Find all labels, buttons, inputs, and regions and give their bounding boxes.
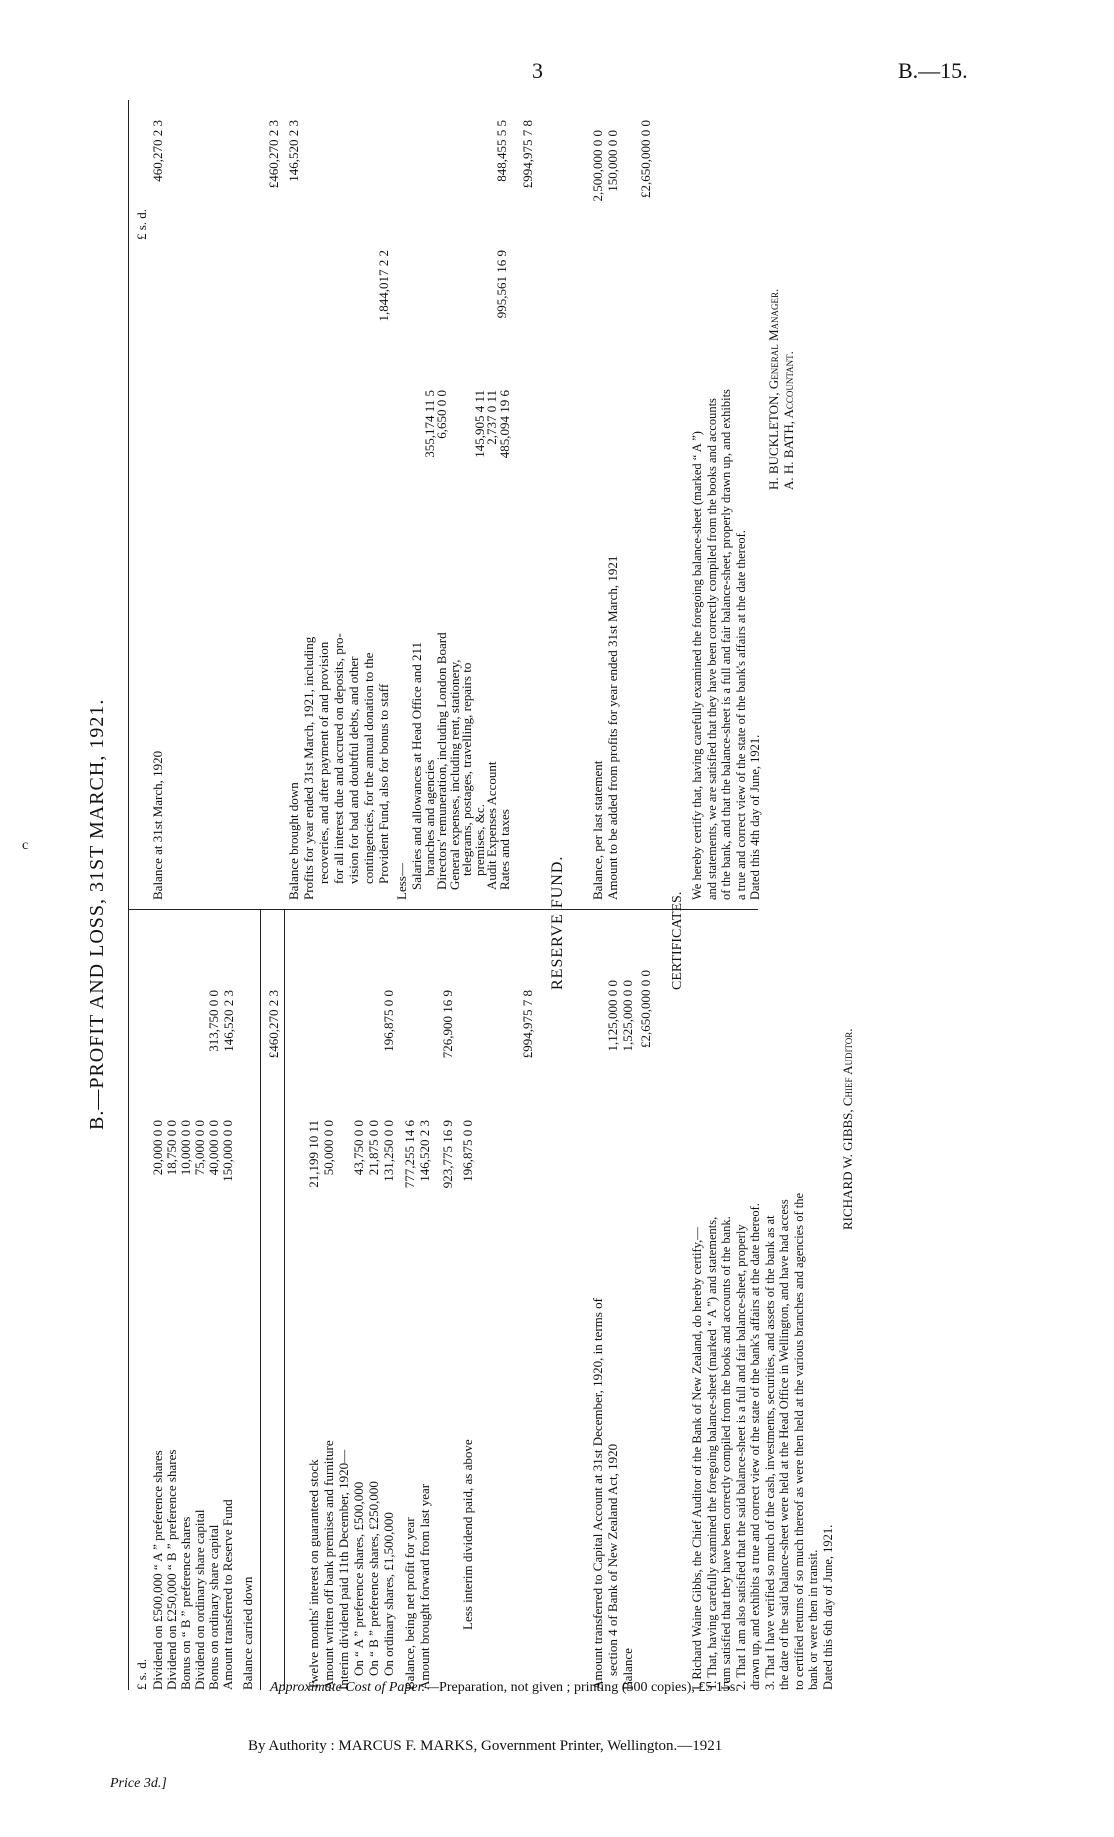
expense-row-label: Audit Expenses Account	[484, 761, 499, 890]
reserve-left-row-amount: 1,525,000 0 0	[620, 980, 635, 1052]
footer-cost-rest: —Preparation, not given ; printing (500 copies), £5 15s.	[425, 1680, 739, 1695]
expense-row-amount: 6,650 0 0	[434, 390, 449, 439]
cert-left-line: drawn up, and exhibits a true and correct view of the state of the bank's affairs at the date thereof.	[748, 1203, 762, 1690]
reserve-left-row-label: Amount transferred to Capital Account at 31st December, 1920, in terms of	[590, 1298, 605, 1690]
cert-right-line: a true and correct view of the state of the bank's affairs at the date thereof.	[733, 530, 748, 900]
right-amt-1: 460,270 2 3	[150, 120, 165, 182]
reserve-right-row-label: Amount to be added from profits for year ended 31st March, 1921	[605, 555, 620, 900]
right-total-1: £460,270 2 3	[266, 120, 281, 189]
cert-right-line: of the bank, and that the balance-sheet is a full and fair balance-sheet, properly drawn up, and exhibits	[719, 389, 733, 900]
expense-row-label: General expenses, including rent, stationery,	[446, 659, 462, 890]
reserve-right-row-amount: 2,500,000 0 0	[590, 130, 605, 202]
profits-line: Balance brought down	[286, 782, 301, 900]
expense-row-amount: 485,094 19 6	[496, 390, 512, 459]
page-reference: B.—15.	[898, 58, 968, 83]
expense-row-amount: 2,737 0 11	[484, 390, 499, 445]
right-848: 848,455 5 5	[494, 120, 509, 182]
dividend-row-amount: 18,750 0 0	[164, 1120, 179, 1176]
cert-left-line: 3. That I have verified so much of the cash, investments, securities, and assets of the bank as at	[762, 1215, 777, 1690]
net-profit-label: Balance, being net profit for year	[402, 1517, 417, 1690]
reserve-left-total: £2,650,000 0 0	[638, 970, 653, 1048]
brought-forward-amt: 146,520 2 3	[417, 1120, 432, 1182]
balance-1920: Balance at 31st March, 1920	[150, 750, 165, 900]
dividend-row-amount: 40,000 0 0	[206, 1120, 221, 1176]
reserve-left-row-amount: 1,125,000 0 0	[605, 980, 620, 1052]
dividend-row-amount: 75,000 0 0	[192, 1120, 207, 1176]
sub-313: 313,750 0 0	[206, 990, 221, 1052]
cert-right-sign1: H. BUCKLETON, General Manager.	[766, 288, 781, 490]
dividend-row-label: Amount transferred to Reserve Fund	[220, 1499, 235, 1690]
interest-row-amount: 21,199 10 11	[306, 1120, 321, 1188]
statement-title: B.—PROFIT AND LOSS, 31ST MARCH, 1921.	[86, 698, 108, 1130]
interest-row-amount: 131,250 0 0	[381, 1120, 396, 1182]
interim-total: 196,875 0 0	[381, 990, 396, 1052]
cert-left-line: 2. That I am also satisfied that the said balance-sheet is a full and fair balance-sheet, properly	[733, 1224, 748, 1690]
cert-left-line: 1. That, having carefully examined the foregoing balance-sheet (marked “ A ”) and statements,	[704, 1216, 719, 1690]
interest-row-label: Interim dividend paid 11th December, 1920—	[336, 1449, 351, 1690]
dividend-row-amount: 150,000 0 0	[220, 1120, 235, 1182]
cert-left-sign: RICHARD W. GIBBS, Chief Auditor.	[840, 1028, 855, 1230]
interest-row-label: Twelve months' interest on guaranteed stock	[306, 1459, 321, 1690]
cert-left-line: to certified returns of so much thereof as were then held at the various branches and agencies of the	[791, 1192, 806, 1690]
rotated-statement	[86, 100, 855, 1690]
expense-row-label: branches and agencies	[421, 759, 437, 876]
dividend-row-label: Dividend on £500,000 “ A ” preference shares	[150, 1450, 165, 1690]
cert-left-line: Dated this 6th day of June, 1921.	[820, 1524, 835, 1690]
brought-forward-label: Amount brought forward from last year	[417, 1483, 432, 1690]
profits-line: vision for bad and doubtful debts, and other	[346, 656, 361, 884]
cert-right-line: We hereby certify that, having carefully examined the foregoing balance-sheet (marked “ A ”)	[690, 431, 704, 900]
right-profits-amt: 1,844,017 2 2	[376, 250, 391, 322]
interest-row-label: On “ A ” preference shares, £500,000	[351, 1481, 366, 1676]
right-total-2: £994,975 7 8	[520, 120, 535, 189]
expense-row-label: premises, &c.	[471, 804, 487, 876]
currency-head-right: £ s. d.	[134, 208, 149, 240]
reserve-left-row-label: Balance	[620, 1648, 635, 1690]
balance-carried-down: Balance carried down	[240, 1576, 255, 1690]
expense-row-amount: 145,905 4 11	[471, 390, 487, 458]
profits-line: for all interest due and accrued on deposits, pro-	[331, 633, 346, 884]
cert-heading: CERTIFICATES.	[670, 891, 685, 990]
expense-row-amount: 355,174 11 5	[421, 390, 437, 458]
interest-row-label: On ordinary shares, £1,500,000	[381, 1512, 396, 1676]
dividend-row-label: Dividend on ordinary share capital	[192, 1509, 207, 1690]
right-bbd-amt: 146,520 2 3	[286, 120, 301, 182]
net-profit-amt: 777,255 14 6	[402, 1120, 417, 1189]
cert-left-line: the date of the said balance-sheet were held at the Head Office in Wellington, and have had access	[777, 1199, 791, 1690]
less-label: Less—	[394, 863, 409, 900]
net-726: 726,900 16 9	[440, 990, 455, 1059]
footer-authority: By Authority : MARCUS F. MARKS, Government Printer, Wellington.—1921	[248, 1738, 723, 1754]
page-number: 3	[532, 58, 543, 83]
cert-right-line: and statements, we are satisfied that they have been correctly compiled from the books and accounts	[704, 398, 719, 900]
margin-mark: c	[22, 838, 29, 853]
cert-left-line: I, Richard Waine Gibbs, the Chief Auditor of the Bank of New Zealand, do hereby certify,—	[690, 1227, 704, 1690]
less-interim-amt: 196,875 0 0	[460, 1120, 475, 1182]
interest-row-amount: 50,000 0 0	[321, 1120, 336, 1176]
interest-row-label: On “ B ” preference shares, £250,000	[366, 1481, 381, 1676]
profits-line: Profits for year ended 31st March, 1921, including	[301, 636, 316, 900]
dividend-row-label: Bonus on “ B ” preference shares	[178, 1516, 193, 1690]
expense-row-label: Rates and taxes	[496, 809, 512, 890]
expense-row-label: Salaries and allowances at Head Office and 211	[409, 642, 424, 890]
cert-left-line: bank or were then in transit.	[806, 1549, 820, 1690]
reserve-right-row-label: Balance, per last statement	[590, 760, 605, 900]
cert-right-line: Dated this 4th day of June, 1921.	[748, 734, 762, 900]
interest-row-amount: 21,875 0 0	[366, 1120, 381, 1176]
price: Price 3d.]	[110, 1776, 167, 1791]
profits-line: contingencies, for the annual donation to the	[361, 652, 376, 884]
less-total: 995,561 16 9	[494, 250, 509, 319]
left-total-2: £994,975 7 8	[520, 990, 535, 1059]
interest-row-label: Amount written off bank premises and furniture	[321, 1440, 336, 1690]
sub-146: 146,520 2 3	[221, 990, 236, 1052]
reserve-right-row-amount: 150,000 0 0	[605, 130, 620, 192]
footer-cost-italic: Approximate Cost of Paper.	[270, 1680, 426, 1695]
left-total-1: £460,270 2 3	[266, 990, 281, 1059]
expense-row-label: Directors' remuneration, including London Board	[434, 632, 449, 890]
expense-row-label: telegrams, postages, travelling, repairs to	[459, 662, 474, 876]
dividend-row-amount: 10,000 0 0	[178, 1120, 193, 1176]
interest-row-amount: 43,750 0 0	[351, 1120, 366, 1176]
footer-cost	[270, 1680, 739, 1696]
reserve-left-row-label: section 4 of Bank of New Zealand Act, 1920	[605, 1443, 620, 1676]
profits-line: Provident Fund, also for bonus to staff	[376, 683, 391, 884]
currency-head-left: £ s. d.	[134, 1658, 149, 1690]
sum-923: 923,775 16 9	[440, 1120, 455, 1189]
cert-left-line: I am satisfied that they have been correctly compiled from the books and accounts of the bank.	[719, 1216, 733, 1690]
cert-right-sign2: A. H. BATH, Accountant.	[781, 351, 796, 490]
dividend-row-amount: 20,000 0 0	[150, 1120, 165, 1176]
dividend-row-label: Bonus on ordinary share capital	[206, 1524, 221, 1690]
reserve-right-total: £2,650,000 0 0	[638, 120, 653, 198]
dividend-row-label: Dividend on £250,000 “ B ” preference shares	[164, 1449, 179, 1690]
reserve-heading: RESERVE FUND.	[549, 855, 566, 990]
profits-line: recoveries, and after payment of and provision	[316, 641, 331, 884]
less-interim-label: Less interim dividend paid, as above	[460, 1439, 475, 1630]
